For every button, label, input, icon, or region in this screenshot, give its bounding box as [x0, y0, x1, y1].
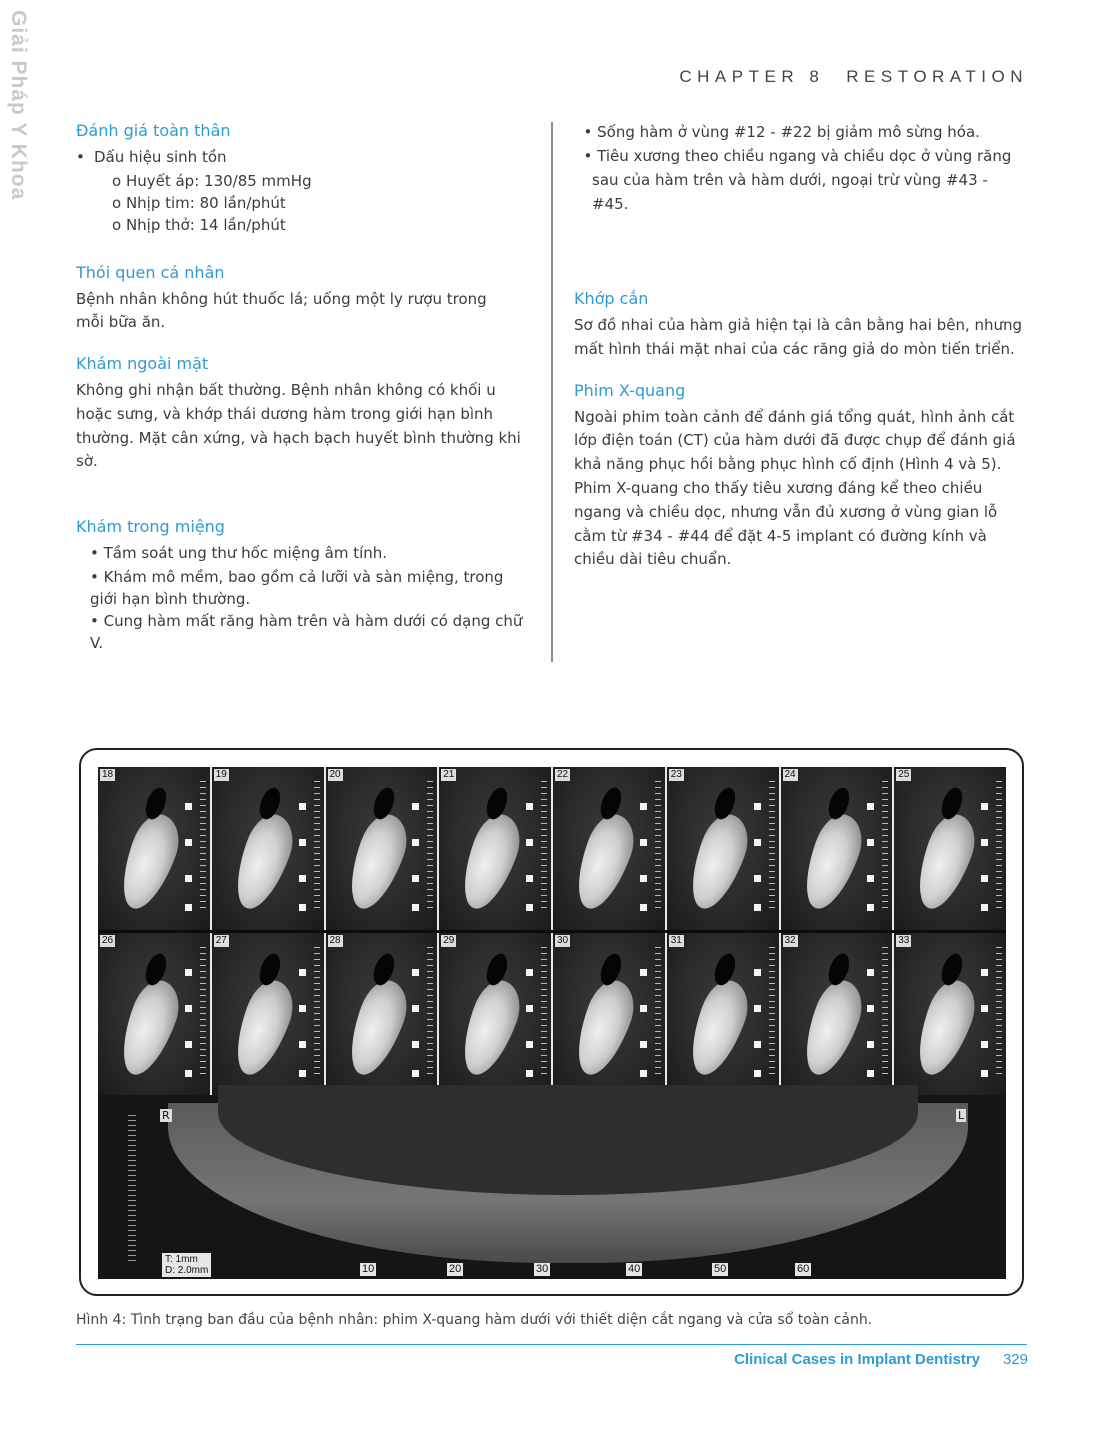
bone-section: [908, 974, 983, 1081]
bone-section: [339, 974, 414, 1081]
intraoral-item: • Cung hàm mất răng hàm trên và hàm dưới có dạng chữ V.: [90, 611, 523, 652]
slice-marker: [299, 803, 306, 810]
vital-blood-pressure: o Huyết áp: 130/85 mmHg: [112, 171, 312, 190]
right-column: [574, 120, 1030, 572]
continued-item-text: Tiêu xương theo chiều ngang và chiều dọc ở vùng răng sau của hàm trên và hàm dưới, ngoại trừ vùng #43 - #45.: [592, 147, 1012, 213]
slice-marker: [412, 803, 419, 810]
slice-marker: [867, 904, 874, 911]
pano-tick: 10: [362, 1263, 375, 1275]
slice-marker: [299, 875, 306, 882]
slice-number: 30: [557, 935, 569, 946]
section-extraoral-title: Khám ngoài mặt: [76, 354, 209, 374]
bone-section: [225, 808, 300, 915]
slice-marker: [185, 1041, 192, 1048]
cross-section-slice: [894, 767, 1006, 930]
column-divider: [551, 122, 553, 662]
slice-scale: [427, 947, 433, 1077]
watermark-text: Giải Pháp Y Khoa: [7, 10, 30, 201]
pano-tick: 20: [449, 1263, 462, 1275]
bone-section: [567, 808, 642, 915]
cross-section-slice: [781, 933, 895, 1096]
slice-marker: [981, 839, 988, 846]
slice-marker: [754, 875, 761, 882]
slice-marker: [640, 969, 647, 976]
slice-marker: [526, 969, 533, 976]
slice-marker: [412, 1005, 419, 1012]
bone-section: [794, 808, 869, 915]
bone-section: [225, 974, 300, 1081]
slice-number: 33: [898, 935, 910, 946]
slice-scale: [314, 781, 320, 911]
slice-scale: [882, 947, 888, 1077]
continued-item: • Sống hàm ở vùng #12 - #22 bị giảm mô sừng hóa.: [574, 123, 980, 141]
vital-signs-bullet: • Dấu hiệu sinh tồn: [76, 146, 532, 170]
section-habits-text: Bệnh nhân không hút thuốc lá; uống một ly rượu trong mỗi bữa ăn.: [76, 289, 487, 332]
slice-marker: [640, 904, 647, 911]
slice-marker: [185, 1005, 192, 1012]
slice-marker: [981, 969, 988, 976]
slice-marker: [526, 1005, 533, 1012]
slice-marker: [754, 1070, 761, 1077]
slice-marker: [412, 1070, 419, 1077]
pano-tick: 60: [797, 1263, 810, 1275]
slice-scale: [996, 781, 1002, 911]
bone-section: [112, 974, 187, 1081]
slice-marker: [299, 1070, 306, 1077]
cross-section-slice: [98, 933, 212, 1096]
intraoral-item-text: Tầm soát ung thư hốc miệng âm tính.: [103, 544, 388, 563]
slice-marker: [640, 1070, 647, 1077]
slice-marker: [640, 803, 647, 810]
running-head: [679, 67, 1028, 87]
slice-number: 22: [557, 769, 569, 780]
slice-marker: [640, 1005, 647, 1012]
continued-item: • Tiêu xương theo chiều ngang và chiều dọc ở vùng răng sau của hàm trên và hàm dưới, ngoại trừ vùng #43 - #45.: [574, 147, 1012, 213]
cross-section-slice: [894, 933, 1006, 1096]
cross-section-slice: [212, 767, 326, 930]
pano-tick: 50: [714, 1263, 727, 1275]
cross-section-slice: [553, 767, 667, 930]
slice-scale: [769, 947, 775, 1077]
slice-marker: [754, 839, 761, 846]
slice-marker: [526, 875, 533, 882]
intraoral-item-text: Khám mô mềm, bao gồm cả lưỡi và sàn miệng, trong giới hạn bình thường.: [90, 567, 504, 608]
slice-number: 28: [329, 935, 341, 946]
slice-thickness: T: 1mm: [165, 1254, 198, 1265]
section-label: RESTORATION: [846, 67, 1028, 86]
intraoral-item-text: Cung hàm mất răng hàm trên và hàm dưới có dạng chữ V.: [90, 611, 523, 652]
section-xray-title: Phim X-quang: [574, 380, 686, 400]
section-general-title: Đánh giá toàn thân: [76, 121, 231, 140]
slice-marker: [981, 1041, 988, 1048]
footer-rule: [76, 1344, 1027, 1345]
slice-scale: [427, 781, 433, 911]
slice-marker: [867, 1041, 874, 1048]
slice-marker: [867, 1005, 874, 1012]
slice-marker: [754, 803, 761, 810]
slice-scale: [996, 947, 1002, 1077]
slice-scale: [314, 947, 320, 1077]
continued-item-text: Sống hàm ở vùng #12 - #22 bị giảm mô sừng hóa.: [597, 123, 980, 141]
slice-marker: [867, 875, 874, 882]
slice-marker: [867, 803, 874, 810]
bone-section: [680, 974, 755, 1081]
slice-marker: [526, 839, 533, 846]
slice-marker: [299, 839, 306, 846]
vital-heart-rate: o Nhịp tim: 80 lần/phút: [112, 193, 286, 212]
cross-section-slice: [553, 933, 667, 1096]
slice-number: 21: [443, 769, 455, 780]
figure-4-frame: [79, 748, 1024, 1296]
slice-number: 27: [215, 935, 227, 946]
intraoral-item: • Tầm soát ung thư hốc miệng âm tính.: [90, 544, 388, 563]
footer-book-title: Clinical Cases in Implant Dentistry: [734, 1351, 980, 1368]
page-number: 329: [1002, 1351, 1028, 1368]
bone-section: [339, 808, 414, 915]
slice-number: 20: [329, 769, 341, 780]
slice-marker: [299, 904, 306, 911]
cross-section-row-top: [98, 767, 1006, 930]
slice-scale: [882, 781, 888, 911]
slice-marker: [412, 839, 419, 846]
intraoral-item: • Khám mô mềm, bao gồm cả lưỡi và sàn miệng, trong giới hạn bình thường.: [90, 567, 504, 608]
slice-marker: [185, 875, 192, 882]
bone-section: [112, 808, 187, 915]
slice-scale: [200, 781, 206, 911]
slice-marker: [867, 1070, 874, 1077]
slice-marker: [412, 969, 419, 976]
cross-section-slice: [212, 933, 326, 1096]
slice-marker: [981, 1005, 988, 1012]
slice-marker: [640, 839, 647, 846]
cross-section-row-bottom: [98, 933, 1006, 1096]
slice-marker: [526, 1070, 533, 1077]
bone-section: [908, 808, 983, 915]
section-occlusion-title: Khớp cắn: [574, 289, 649, 308]
slice-marker: [754, 1005, 761, 1012]
watermark: [0, 10, 34, 201]
slice-info: [162, 1253, 211, 1277]
bone-section: [680, 808, 755, 915]
slice-number: 25: [898, 769, 910, 780]
slice-marker: [185, 969, 192, 976]
cross-section-slice: [326, 933, 440, 1096]
slice-distance: D: 2.0mm: [165, 1265, 209, 1276]
slice-marker: [299, 969, 306, 976]
vital-respiration: o Nhịp thở: 14 lần/phút: [112, 215, 286, 234]
bone-section: [453, 808, 528, 915]
slice-marker: [981, 803, 988, 810]
section-habits-title: Thói quen cá nhân: [76, 262, 225, 282]
slice-number: 29: [443, 935, 455, 946]
slice-marker: [526, 1041, 533, 1048]
slice-scale: [655, 781, 661, 911]
slice-number: 31: [670, 935, 682, 946]
bone-section: [453, 974, 528, 1081]
slice-marker: [981, 904, 988, 911]
cross-section-slice: [326, 767, 440, 930]
slice-marker: [412, 1041, 419, 1048]
slice-scale: [541, 947, 547, 1077]
slice-marker: [299, 1005, 306, 1012]
slice-marker: [754, 969, 761, 976]
pano-tick: 40: [628, 1263, 641, 1275]
pano-ruler: [128, 1115, 136, 1265]
slice-marker: [299, 1041, 306, 1048]
section-occlusion-text: Sơ đồ nhai của hàm giả hiện tại là cân bằng hai bên, nhưng mất hình thái mặt nhai của các răng giả do mòn tiến triển.: [574, 316, 1023, 358]
section-extraoral-text: Không ghi nhận bất thường. Bệnh nhân không có khối u hoặc sưng, và khớp thái dương hàm trong giới hạn bình thường. Mặt cân xứng, và hạch bạch huyết bình thường khi sờ.: [76, 381, 521, 471]
slice-marker: [754, 904, 761, 911]
slice-marker: [185, 904, 192, 911]
cross-section-slice: [667, 767, 781, 930]
slice-number: 18: [102, 769, 114, 780]
cross-section-slice: [439, 933, 553, 1096]
cross-section-slice: [667, 933, 781, 1096]
pano-tick: 30: [536, 1263, 549, 1275]
slice-scale: [769, 781, 775, 911]
slice-number: 19: [215, 769, 227, 780]
left-column: [76, 120, 532, 654]
slice-marker: [185, 803, 192, 810]
slice-marker: [640, 1041, 647, 1048]
slice-number: 23: [670, 769, 682, 780]
slice-marker: [412, 904, 419, 911]
section-intraoral-title: Khám trong miệng: [76, 517, 225, 537]
slice-marker: [867, 839, 874, 846]
slice-marker: [185, 1070, 192, 1077]
slice-marker: [867, 969, 874, 976]
slice-marker: [526, 904, 533, 911]
slice-number: 24: [784, 769, 796, 780]
slice-marker: [412, 875, 419, 882]
cross-section-slice: [98, 767, 212, 930]
panoramic-view: [98, 1095, 1006, 1279]
slice-scale: [655, 947, 661, 1077]
bone-section: [567, 974, 642, 1081]
pano-left-marker: L: [958, 1109, 965, 1122]
slice-marker: [981, 875, 988, 882]
slice-marker: [185, 839, 192, 846]
chapter-label: CHAPTER 8: [679, 67, 825, 86]
slice-marker: [981, 1070, 988, 1077]
slice-scale: [541, 781, 547, 911]
section-xray-text: Ngoài phim toàn cảnh để đánh giá tổng quát, hình ảnh cắt lớp điện toán (CT) của hàm dưới đã được chụp để đánh giá khả năng phục hồi bằng phục hình cố định (Hình 4 và 5). Phim X-quang cho thấy tiêu xương đáng kể theo chiều ngang và chiều dọc, nhưng vẫn đủ xương ở vùng gian lỗ cằm từ #34 - #44 để đặt 4-5 implant có đường kính và chiều dài tiêu chuẩn.: [574, 407, 1016, 569]
cross-section-slice: [439, 767, 553, 930]
slice-scale: [200, 947, 206, 1077]
figure-caption: Hình 4: Tình trạng ban đầu của bệnh nhân: phim X-quang hàm dưới với thiết diện cắt ngang và cửa sổ toàn cảnh.: [76, 1312, 873, 1328]
cross-section-slice: [781, 767, 895, 930]
slice-marker: [640, 875, 647, 882]
slice-marker: [526, 803, 533, 810]
slice-number: 26: [102, 935, 114, 946]
slice-number: 32: [784, 935, 796, 946]
pano-right-marker: R: [162, 1109, 170, 1122]
slice-marker: [754, 1041, 761, 1048]
bone-section: [794, 974, 869, 1081]
ct-scan-image: [98, 767, 1006, 1279]
